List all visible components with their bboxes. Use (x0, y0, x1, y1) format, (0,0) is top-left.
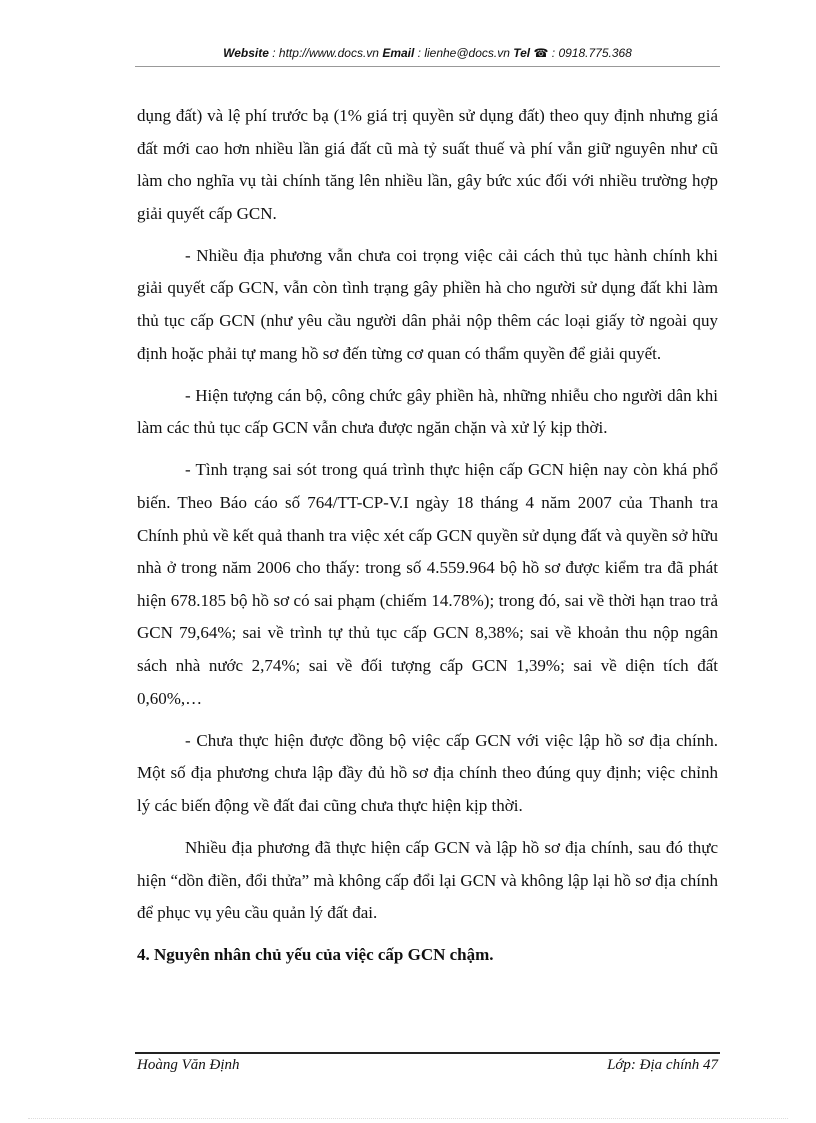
page-edge-dotted-line (28, 1118, 788, 1119)
paragraph-cadastral-records: - Chưa thực hiện được đồng bộ việc cấp GCN với việc lập hồ sơ địa chính. Một số địa phương chưa lập đầy đủ hồ sơ địa chính theo đúng quy định; việc chỉnh lý các biến động về đất đai cũng chưa thực hiện kịp thời. (137, 730, 718, 815)
section-heading: 4. Nguyên nhân chủ yếu của việc cấp GCN chậm. (137, 945, 494, 965)
paragraph-land-consolidation: Nhiều địa phương đã thực hiện cấp GCN và lập hồ sơ địa chính, sau đó thực hiện “dồn điền, đổi thửa” mà không cấp đổi lại GCN và không lập lại hồ sơ địa chính để phục vụ yêu cầu quản lý đất đai. (137, 837, 718, 923)
website-url[interactable]: : http://www.docs.vn (268, 46, 383, 60)
email-label: Email (382, 46, 415, 60)
email-address[interactable]: : lienhe@docs.vn (414, 46, 514, 60)
footer-class: Lớp: Địa chính 47 (607, 1057, 718, 1073)
header-divider (135, 66, 720, 67)
tel-number: : 0918.775.368 (548, 46, 632, 60)
page-header (135, 46, 720, 60)
paragraph-errors-report: - Tình trạng sai sót trong quá trình thực hiện cấp GCN hiện nay còn khá phổ biến. Theo Báo cáo số 764/TT-CP-V.I ngày 18 tháng 4 năm 2007 của Thanh tra Chính phủ về kết quả thanh tra việc xét cấp GCN quyền sử dụng đất và quyền sở hữu nhà ở trong năm 2006 cho thấy: trong số 4.559.964 bộ hồ sơ được kiểm tra đã phát hiện 678.185 bộ hồ sơ có sai phạm (chiếm 14.78%); trong đó, sai về thời hạn trao trả GCN 79,64%; sai về trình tự thủ tục cấp GCN 8,38%; sai về khoản thu nộp ngân sách nhà nước 2,74%; sai về đối tượng cấp GCN 1,39%; sai về diện tích đất 0,60%,… (137, 460, 718, 708)
paragraph-admin-reform: - Nhiều địa phương vẫn chưa coi trọng việc cải cách thủ tục hành chính khi giải quyết cấp GCN, vẫn còn tình trạng gây phiền hà cho người sử dụng đất khi làm thủ tục cấp GCN (như yêu cầu người dân phải nộp thêm các loại giấy tờ ngoài quy định hoặc phải tự mang hồ sơ đến từng cơ quan có thẩm quyền để giải quyết. (137, 245, 718, 363)
paragraph-officials-harassment: - Hiện tượng cán bộ, công chức gây phiền hà, những nhiễu cho người dân khi làm các thủ tục cấp GCN vẫn chưa được ngăn chặn và xử lý kịp thời. (137, 385, 718, 438)
phone-icon: ☎ (533, 46, 549, 60)
document-body (137, 100, 718, 971)
footer-author: Hoàng Văn Định (137, 1057, 240, 1073)
paragraph-continuation: dụng đất) và lệ phí trước bạ (1% giá trị quyền sử dụng đất) theo quy định nhưng giá đất mới cao hơn nhiều lần giá đất cũ mà tỷ suất thuế và phí vẫn giữ nguyên như cũ làm cho nghĩa vụ tài chính tăng lên nhiều lần, gây bức xúc đối với nhiều trường hợp giải quyết cấp GCN. (137, 106, 718, 223)
website-label: Website (223, 46, 269, 60)
tel-label: Tel (513, 46, 531, 60)
footer-divider (135, 1052, 720, 1054)
